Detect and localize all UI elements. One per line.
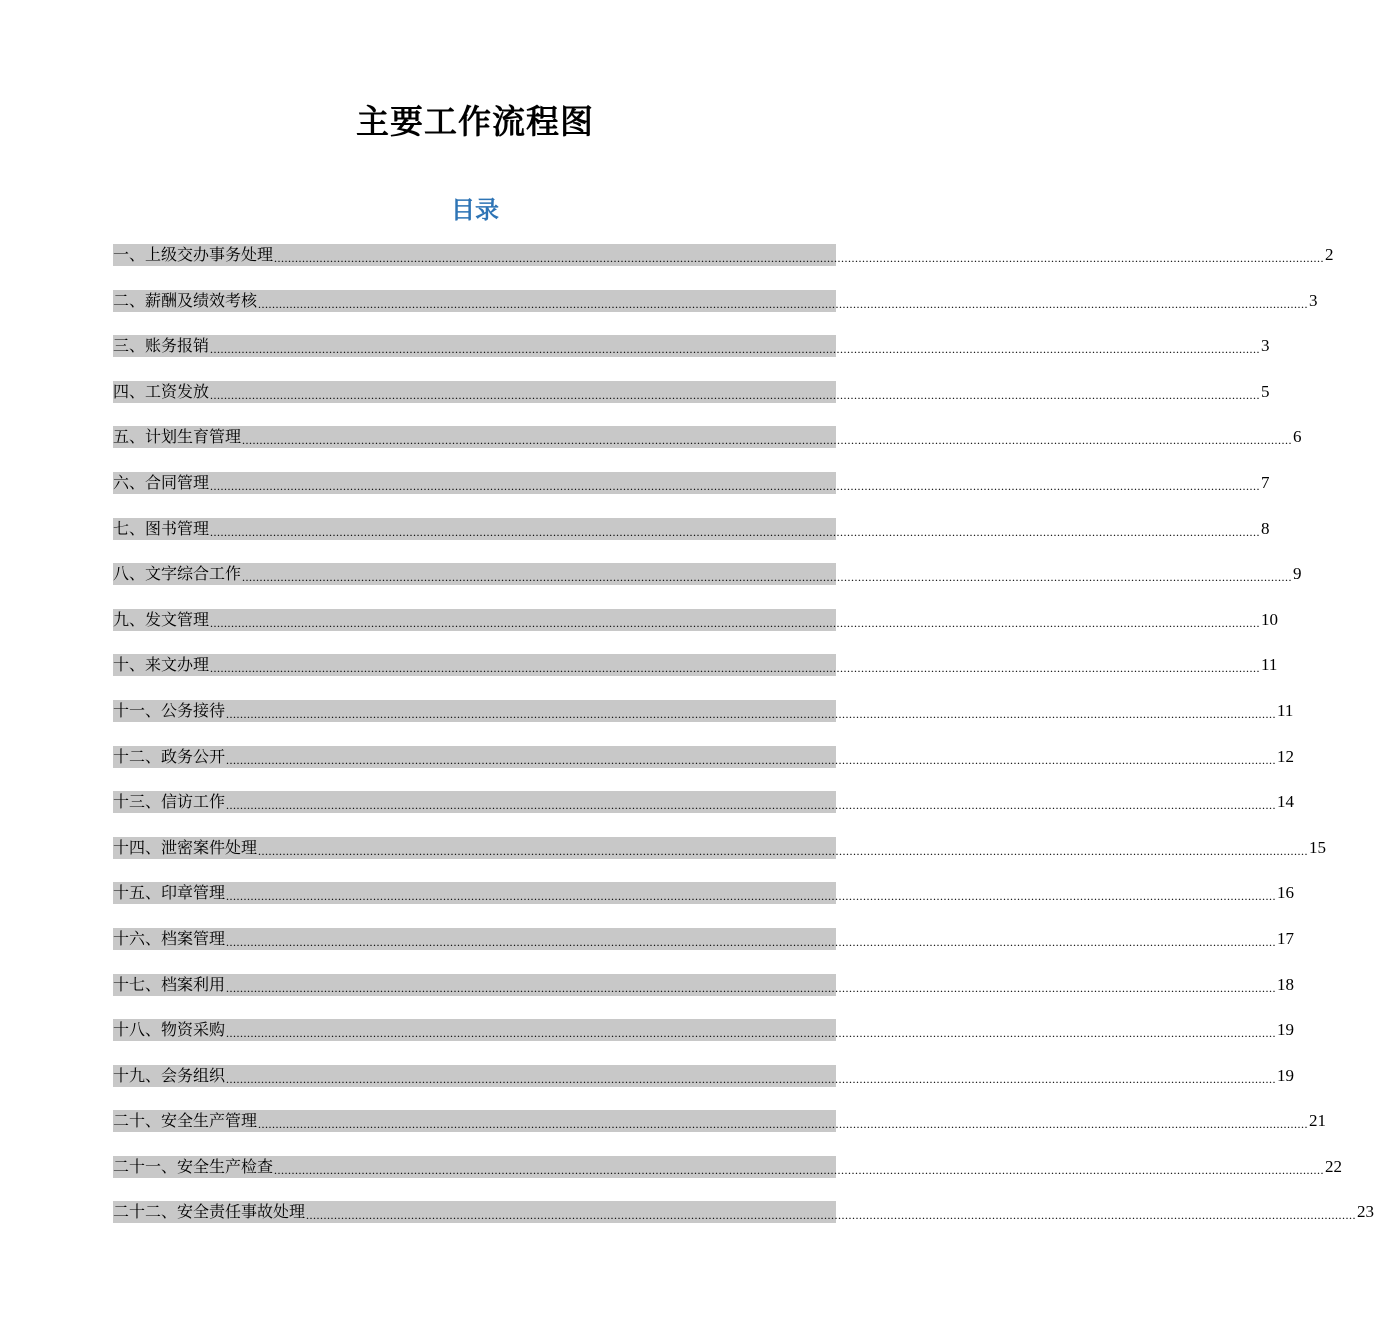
toc-entry[interactable] (113, 1156, 1343, 1178)
toc-entry-label: 一、上级交办事务处理 (113, 245, 274, 264)
toc-entry-page-number: 3 (1261, 336, 1270, 356)
toc-entry[interactable] (113, 700, 1294, 722)
toc-entry-label: 六、合同管理 (113, 472, 210, 492)
toc-entry-page-number: 6 (1293, 427, 1302, 447)
toc-entry-label: 七、图书管理 (113, 518, 210, 538)
toc-dot-leader: ............................................................................................................................................................................................................................................................................................................ (274, 251, 1325, 265)
toc-entry[interactable] (113, 244, 1334, 266)
toc-dot-leader: ............................................................................................................................................................................................................................................................................................................ (226, 1026, 1277, 1041)
toc-entry-label: 九、发文管理 (113, 609, 210, 629)
toc-entry-label: 四、工资发放 (113, 381, 210, 401)
toc-entry[interactable] (113, 882, 1295, 904)
toc-dot-leader: ............................................................................................................................................................................................................................................................................................................ (242, 433, 1293, 448)
toc-entry[interactable] (113, 1110, 1327, 1132)
toc-entry[interactable] (113, 974, 1295, 996)
toc-entry-label: 十七、档案利用 (113, 974, 226, 994)
toc-dot-leader: ............................................................................................................................................................................................................................................................................................................ (210, 478, 1261, 493)
toc-entry-label: 十三、信访工作 (113, 792, 226, 812)
toc-dot-leader: ............................................................................................................................................................................................................................................................................................................ (210, 342, 1261, 357)
toc-entry-label: 八、文字综合工作 (113, 564, 242, 584)
toc-entry-page-number: 21 (1309, 1111, 1327, 1131)
toc-dot-leader: ............................................................................................................................................................................................................................................................................................................ (210, 387, 1261, 402)
toc-entry-page-number: 2 (1325, 245, 1334, 264)
toc-dot-leader: ............................................................................................................................................................................................................................................................................................................ (226, 706, 1277, 721)
toc-dot-leader: ............................................................................................................................................................................................................................................................................................................ (210, 661, 1261, 676)
document-title: 主要工作流程图 (356, 102, 594, 141)
toc-dot-leader: ............................................................................................................................................................................................................................................................................................................ (258, 1117, 1309, 1132)
toc-entry-label: 十九、会务组织 (113, 1065, 226, 1085)
toc-entry-label: 十八、物资采购 (113, 1020, 226, 1040)
toc-dot-leader: ............................................................................................................................................................................................................................................................................................................ (226, 752, 1277, 767)
toc-entry[interactable] (113, 837, 1327, 859)
toc-entry-page-number: 10 (1261, 609, 1279, 629)
toc-entry[interactable] (113, 746, 1295, 768)
toc-entry-page-number: 22 (1325, 1156, 1343, 1176)
toc-dot-leader: ............................................................................................................................................................................................................................................................................................................ (306, 1208, 1357, 1223)
toc-entry-label: 五、计划生育管理 (113, 427, 242, 447)
toc-entry-page-number: 12 (1277, 746, 1295, 766)
toc-entry-page-number: 16 (1277, 883, 1295, 903)
toc-entry-label: 二十、安全生产管理 (113, 1111, 258, 1131)
toc-entry-label: 十六、档案管理 (113, 928, 226, 948)
toc-dot-leader: ............................................................................................................................................................................................................................................................................................................ (274, 1162, 1325, 1177)
toc-entry[interactable] (113, 928, 1295, 950)
toc-dot-leader: ............................................................................................................................................................................................................................................................................................................ (210, 615, 1261, 630)
toc-dot-leader: ............................................................................................................................................................................................................................................................................................................ (258, 843, 1309, 858)
toc-entry[interactable] (113, 335, 1270, 357)
toc-entry[interactable] (113, 563, 1302, 585)
toc-entry-page-number: 8 (1261, 518, 1270, 538)
toc-dot-leader: ............................................................................................................................................................................................................................................................................................................ (226, 980, 1277, 995)
toc-entry[interactable] (113, 472, 1270, 494)
toc-entry-page-number: 17 (1277, 928, 1295, 948)
toc-entry-page-number: 7 (1261, 472, 1270, 492)
toc-dot-leader: ............................................................................................................................................................................................................................................................................................................ (226, 1071, 1277, 1086)
toc-dot-leader: ............................................................................................................................................................................................................................................................................................................ (226, 798, 1277, 813)
toc-entry[interactable] (113, 1201, 1374, 1223)
toc-entry-page-number: 23 (1357, 1202, 1374, 1222)
toc-entry-label: 十二、政务公开 (113, 746, 226, 766)
toc-dot-leader: ............................................................................................................................................................................................................................................................................................................ (258, 296, 1309, 311)
toc-entry-page-number: 19 (1277, 1020, 1295, 1040)
toc-entry-label: 三、账务报销 (113, 336, 210, 356)
toc-dot-leader: ............................................................................................................................................................................................................................................................................................................ (242, 570, 1293, 585)
toc-entry-page-number: 18 (1277, 974, 1295, 994)
toc-entry[interactable] (113, 1019, 1295, 1041)
toc-entry-page-number: 11 (1261, 655, 1278, 675)
table-of-contents (113, 244, 1374, 1247)
toc-entry-page-number: 9 (1293, 564, 1302, 584)
toc-entry-label: 十、来文办理 (113, 655, 210, 675)
toc-entry[interactable] (113, 1065, 1295, 1087)
toc-entry[interactable] (113, 609, 1279, 631)
toc-entry-page-number: 11 (1277, 700, 1294, 720)
toc-entry-label: 十五、印章管理 (113, 883, 226, 903)
toc-entry-page-number: 14 (1277, 792, 1295, 812)
toc-dot-leader: ............................................................................................................................................................................................................................................................................................................ (210, 524, 1261, 539)
toc-dot-leader: ............................................................................................................................................................................................................................................................................................................ (226, 889, 1277, 904)
toc-entry-page-number: 3 (1309, 290, 1318, 310)
toc-heading: 目录 (451, 195, 499, 224)
toc-entry-label: 二十一、安全生产检查 (113, 1156, 274, 1176)
toc-dot-leader: ............................................................................................................................................................................................................................................................................................................ (226, 934, 1277, 949)
toc-entry-page-number: 19 (1277, 1065, 1295, 1085)
toc-entry-page-number: 5 (1261, 381, 1270, 401)
toc-entry[interactable] (113, 654, 1278, 676)
toc-entry-label: 二、薪酬及绩效考核 (113, 290, 258, 310)
toc-entry[interactable] (113, 426, 1302, 448)
toc-entry[interactable] (113, 791, 1295, 813)
toc-entry[interactable] (113, 518, 1270, 540)
toc-entry-label: 十四、泄密案件处理 (113, 837, 258, 857)
toc-entry-label: 二十二、安全责任事故处理 (113, 1202, 306, 1222)
toc-entry[interactable] (113, 381, 1270, 403)
toc-entry[interactable] (113, 290, 1318, 312)
toc-entry-page-number: 15 (1309, 837, 1327, 857)
toc-entry-label: 十一、公务接待 (113, 700, 226, 720)
